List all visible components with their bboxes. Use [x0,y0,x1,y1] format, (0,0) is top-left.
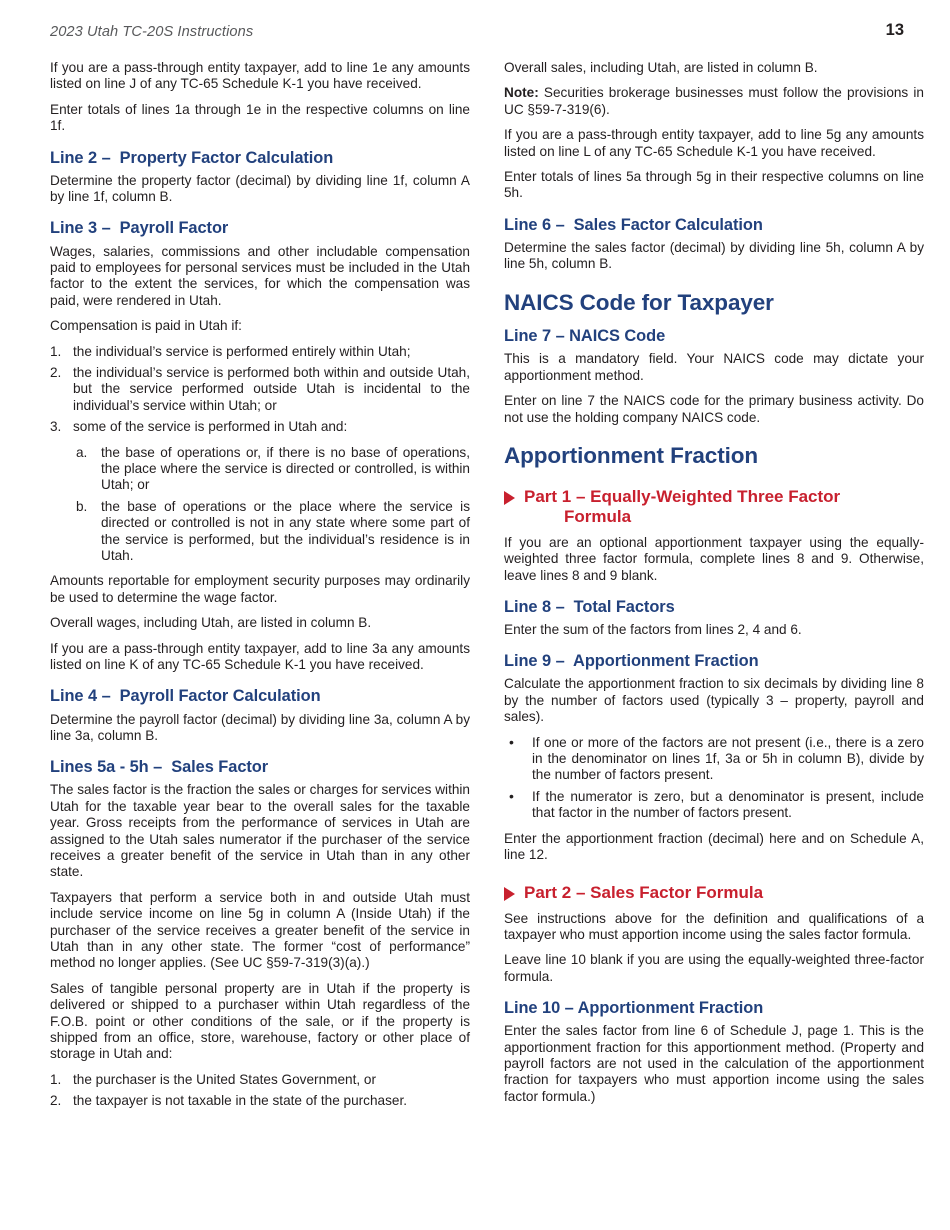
part-2-text [524,883,763,903]
paragraph-line3a-passthrough: If you are a pass-through entity taxpayer, add to line 3a any amounts listed on line K of any TC-65 Schedule K-1 you have received. [50,640,470,673]
note-label: Note: [504,85,539,101]
paragraph-naics-primary-activity: Enter on line 7 the NAICS code for the primary business activity. Do not use the holding company NAICS code. [504,393,924,425]
heading-line-7: Line 7 – NAICS Code [504,327,666,346]
list-item [76,499,470,565]
paragraph-calculate-fraction: Calculate the apportionment fraction to six decimals by dividing line 8 by the number of factors used (typically 3 – property, payroll and sales). [504,676,924,725]
bullet-marker: • [509,734,514,751]
list-item-text: the base of operations or, if there is no base of operations, the place where the service is directed or controlled, is within Utah; or [101,444,470,493]
list-item-text: the individual’s service is performed both within and outside Utah, but the service performed outside Utah is incidental to the individual’s service within Utah; or [73,364,470,413]
list-item [50,365,470,414]
paragraph-note-securities [504,85,924,118]
list-marker: 2. [50,364,62,380]
paragraph-enter-fraction-schedule-a: Enter the apportionment fraction (decimal) here and on Schedule A, line 12. [504,830,924,863]
paragraph-see-instructions-above: See instructions above for the definition and qualifications of a taxpayer who must apportion income using the sales factor formula. [504,910,924,942]
list-item-text: the taxpayer is not taxable in the state of the purchaser. [73,1093,408,1109]
list-marker: b. [76,498,88,514]
list-compensation-conditions [50,344,470,436]
paragraph-naics-mandatory: This is a mandatory field. Your NAICS code may dictate your apportionment method. [504,351,924,383]
heading-line-8: Line 8 – Total Factors [504,597,675,616]
list-tangible-property-conditions [50,1072,470,1110]
paragraph-sales-factor-calc: Determine the sales factor (decimal) by dividing line 5h, column A by line 5h, column B. [504,239,924,272]
paragraph-line10-sales-factor: Enter the sales factor from line 6 of Schedule J, page 1. This is the apportionment fraction for this apportionment method. (Property and payroll factors are not used in the calculation of the apportionment fraction for taxpayers who must apportion income using the sales factor formula.) [504,1023,924,1104]
list-item [50,1072,470,1088]
paragraph-total-factors: Enter the sum of the factors from lines 2, 4 and 6. [504,621,802,637]
paragraph-compensation-intro: Compensation is paid in Utah if: [50,318,242,334]
paragraph-leave-line10-blank: Leave line 10 blank if you are using the equally-weighted three-factor formula. [504,952,924,984]
list-marker: a. [76,444,88,460]
page-number: 13 [885,21,904,39]
list-item-text: some of the service is performed in Utah and: [73,419,348,435]
paragraph-line5g-passthrough: If you are a pass-through entity taxpayer, add to line 5g any amounts listed on line L of any TC-65 Schedule K-1 you have received. [504,127,924,159]
list-item-text: the individual’s service is performed entirely within Utah; [73,343,411,359]
running-head-title: 2023 Utah TC-20S Instructions [50,24,254,40]
paragraph-payroll-factor: Determine the payroll factor (decimal) by dividing line 3a, column A by line 3a, column B. [50,711,470,743]
paragraph-overall-sales: Overall sales, including Utah, are listed in column B. [504,60,818,75]
paragraph-overall-wages: Overall wages, including Utah, are listed in column B. [50,615,372,631]
list-marker: 3. [50,419,62,435]
paragraph-tangible-property-sales: Sales of tangible personal property are in Utah if the property is delivered or shipped to a purchaser within Utah regardless of the F.O.B. point or other conditions of the sale, or if the property is shipped from an office, store, warehouse, factory or other place of storage in Utah and: [50,980,470,1062]
heading-part-2 [504,883,924,903]
list-item [50,1093,470,1109]
paragraph-property-factor: Determine the property factor (decimal) by dividing line 1f, column A by line 1f, column B. [50,172,470,205]
list-item [76,445,470,494]
list-item [50,344,470,360]
section-heading-naics: NAICS Code for Taxpayer [504,289,774,315]
triangle-right-icon [504,491,515,505]
page-header [50,22,904,50]
list-item-text: If one or more of the factors are not present (i.e., there is a zero in the denominator on lines 1f, 3a or 5h in column B), divide by the number of factors present. [532,734,924,783]
heading-part-1 [504,487,924,527]
list-item-text: the purchaser is the United States Government, or [73,1071,376,1087]
left-column [50,60,470,1119]
list-factor-rules [506,735,924,822]
sublist-service-location [76,445,470,565]
paragraph-wages-definition: Wages, salaries, commissions and other includable compensation paid to employees for personal services must be included in the Utah factor to the extent the services, for which the compensation was paid, were rendered in Utah. [50,243,470,308]
list-marker: 1. [50,1071,62,1087]
list-item-text: the base of operations or the place where the service is directed or controlled is not in any state where some part of the service is performed, but the individual’s residence is in Utah. [101,498,470,564]
part-2-line-1: Part 2 – Sales Factor Formula [524,882,764,902]
bullet-marker: • [509,788,514,805]
heading-line-2: Line 2 – Property Factor Calculation [50,148,334,167]
heading-line-6: Line 6 – Sales Factor Calculation [504,215,763,234]
part-1-text [524,487,840,527]
heading-line-10: Line 10 – Apportionment Fraction [504,999,764,1018]
heading-line-9: Line 9 – Apportionment Fraction [504,652,759,671]
note-text: Securities brokerage businesses must follow the provisions in UC §59-7-319(6). [504,85,924,117]
part-1-line-1: Part 1 – Equally-Weighted Three Factor [524,486,841,506]
list-item [506,735,924,784]
paragraph-line5h-totals: Enter totals of lines 5a through 5g in their respective columns on line 5h. [504,169,924,201]
paragraph-line1e-passthrough: If you are a pass-through entity taxpayer, add to line 1e any amounts listed on line J of any TC-65 Schedule K-1 you have received. [50,60,470,92]
list-marker: 2. [50,1093,62,1109]
right-column [504,60,924,1119]
heading-line-4: Line 4 – Payroll Factor Calculation [50,687,321,706]
section-heading-apportionment-fraction: Apportionment Fraction [504,443,759,468]
paragraph-sales-factor-definition: The sales factor is the fraction the sales or charges for services within Utah for the taxable year bear to the overall sales for the taxable year. Gross receipts from the performance of services in Utah are assigned to the Utah sales numerator if the purchaser of the service receives a greater benefit of the service in Utah than in any other state. [50,782,470,880]
heading-lines-5a-5h: Lines 5a - 5h – Sales Factor [50,758,269,777]
list-item [506,789,924,822]
list-marker: 1. [50,343,62,359]
list-item-text: If the numerator is zero, but a denominator is present, include that factor in the number of factors present. [532,788,924,821]
part-1-line-2: Formula [564,506,632,526]
paragraph-employment-security: Amounts reportable for employment security purposes may ordinarily be used to determine the wage factor. [50,573,470,605]
list-item [50,419,470,435]
paragraph-optional-apportionment: If you are an optional apportionment taxpayer using the equally-weighted three factor formula, complete lines 8 and 9. Otherwise, leave lines 8 and 9 blank. [504,534,924,583]
paragraph-line1f-totals: Enter totals of lines 1a through 1e in the respective columns on line 1f. [50,101,470,134]
heading-line-3: Line 3 – Payroll Factor [50,219,229,238]
paragraph-service-both-in-out: Taxpayers that perform a service both in and outside Utah must include service income on line 5g in column A (Inside Utah) if the purchaser of the service receives a greater benefit of the service in Utah than in any other state. The former “cost of performance” method no longer applies. (See UC §59-7-319(3)(a).) [50,889,470,971]
two-column-body [50,60,924,1119]
triangle-right-icon [504,887,515,901]
